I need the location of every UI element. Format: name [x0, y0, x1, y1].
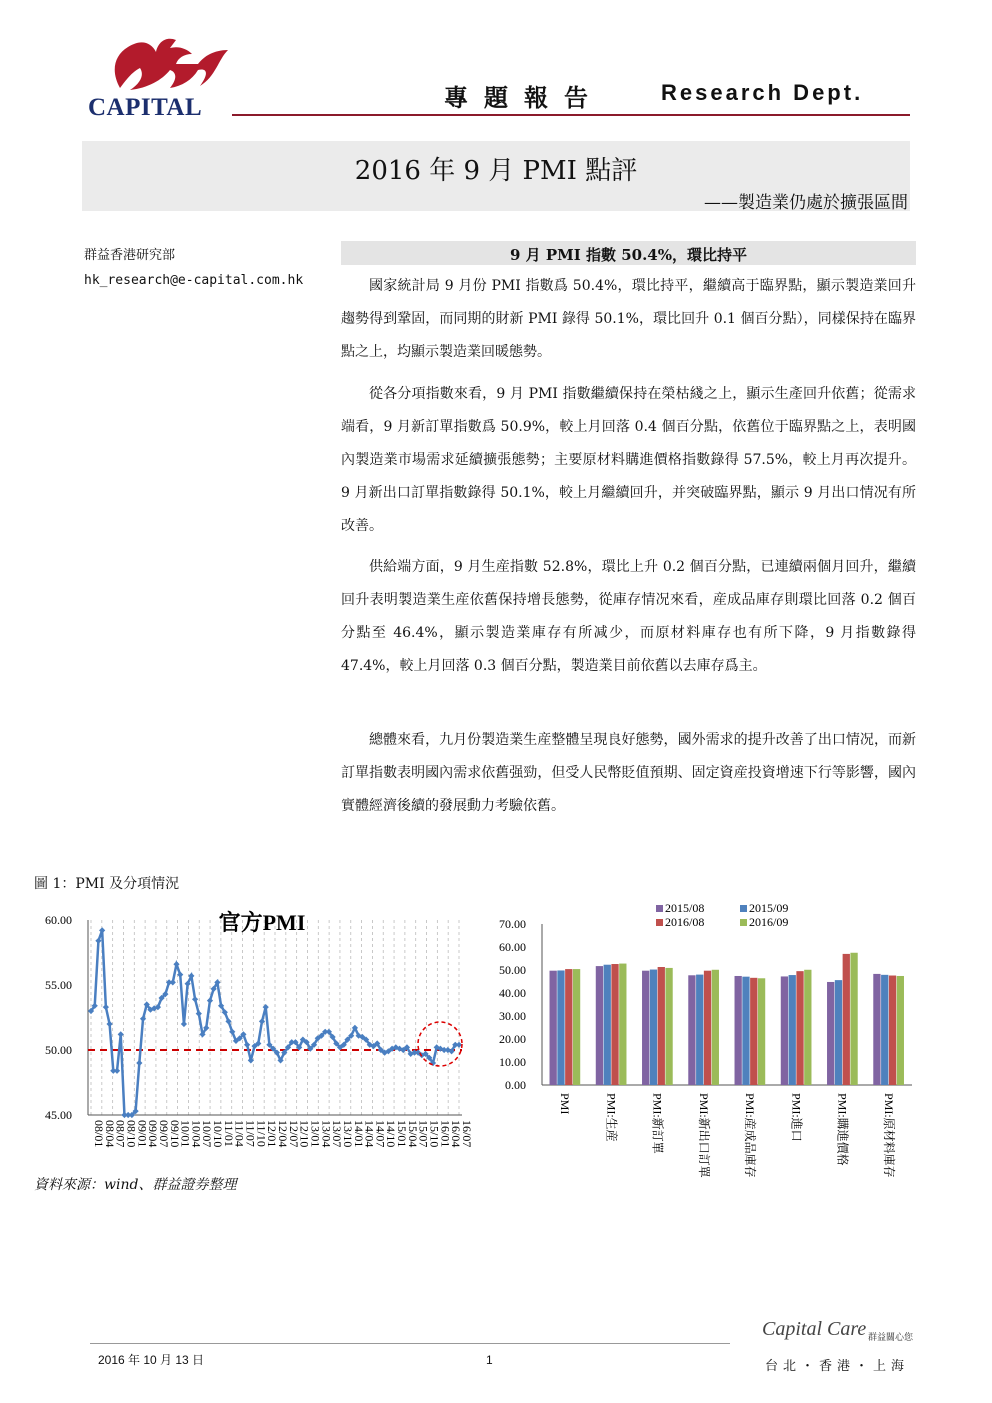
category-label: PMI:原材料庫存 — [881, 1093, 896, 1178]
page-number: 1 — [486, 1353, 493, 1367]
x-tick-label: 13/07 — [330, 1120, 345, 1148]
x-tick-label: 16/01 — [438, 1120, 453, 1148]
footer-date: 2016 年 10 月 13 日 — [98, 1353, 205, 1367]
y-tick-label: 60.00 — [45, 913, 72, 927]
x-tick-label: 12/07 — [286, 1120, 301, 1148]
y-tick-label: 50.00 — [45, 1043, 72, 1057]
bar — [850, 953, 857, 1085]
x-tick-label: 14/01 — [351, 1120, 366, 1148]
pmi-point — [118, 1031, 124, 1037]
x-tick-label: 09/10 — [167, 1120, 182, 1148]
x-tick-label: 09/04 — [146, 1120, 161, 1148]
bar — [611, 964, 618, 1085]
bar — [835, 980, 842, 1085]
bar — [642, 971, 649, 1085]
pmi-point — [173, 961, 179, 967]
x-tick-label: 10/04 — [189, 1120, 204, 1148]
report-title: 2016 年 9 月 PMI 點評 — [354, 156, 638, 186]
x-tick-label: 11/07 — [243, 1120, 258, 1147]
x-tick-label: 12/01 — [265, 1120, 280, 1148]
bar — [843, 954, 850, 1085]
bar — [750, 978, 757, 1085]
brand-slogan: 群益關心您 — [868, 1333, 914, 1343]
category-label: PMI:新訂單 — [650, 1093, 665, 1154]
paragraph-3: 供給端方面，9 月生産指數 52.8%，環比上升 0.2 個百分點，已連續兩個月回升，繼續回升表明製造業生産依舊保持增長態勢，從庫存情况來看，産成品庫存則環比回落 0.2 個百分點至 46.4%，顯示製造業庫存有所减少，而原材料庫存也有所下降，9 月指數錄得 47.4%，較上月回落 0.3 個百分點，製造業目前依舊以去庫存爲主。 — [341, 559, 916, 674]
x-tick-label: 10/01 — [178, 1120, 193, 1148]
capital-logo-icon — [100, 30, 234, 96]
category-label: PMI:進口 — [789, 1093, 804, 1142]
pmi-point — [181, 1021, 187, 1027]
section-title: 9 月 PMI 指數 50.4%，環比持平 — [509, 246, 747, 264]
dept-title-en: Research Dept. — [661, 80, 864, 105]
bar — [619, 964, 626, 1085]
pmi-point — [95, 938, 101, 944]
x-tick-label: 15/04 — [405, 1120, 420, 1148]
x-tick-label: 13/10 — [340, 1120, 355, 1148]
x-tick-label: 13/04 — [319, 1120, 334, 1148]
x-tick-label: 15/10 — [427, 1120, 442, 1148]
pmi-point — [177, 971, 183, 977]
pmi-point — [192, 996, 198, 1002]
pmi-point — [244, 1042, 250, 1048]
legend-label: 2016/08 — [665, 915, 705, 929]
logo-text: CAPITAL — [88, 94, 203, 121]
dept-title-cn: 專題報告 — [444, 84, 604, 112]
figure-caption: 圖 1：PMI 及分項情況 — [34, 876, 180, 892]
x-tick-label: 14/10 — [384, 1120, 399, 1148]
x-tick-label: 11/01 — [221, 1120, 236, 1147]
bar — [796, 971, 803, 1085]
legend-swatch — [740, 919, 747, 926]
y-tick-label: 0.00 — [505, 1078, 526, 1092]
x-tick-label: 08/01 — [92, 1120, 106, 1148]
author-email[interactable]: hk_research@e-capital.com.hk — [84, 273, 304, 288]
bar — [781, 976, 788, 1085]
y-tick-label: 30.00 — [499, 1009, 526, 1023]
legend-label: 2015/08 — [665, 901, 705, 915]
brand-logo: Capital Care — [762, 1318, 867, 1340]
category-label: PMI:購進價格 — [835, 1093, 850, 1166]
x-tick-label: 12/10 — [297, 1120, 312, 1148]
y-tick-label: 50.00 — [499, 963, 526, 977]
bar — [889, 976, 896, 1085]
legend-swatch — [740, 905, 747, 912]
x-tick-label: 08/07 — [113, 1120, 128, 1148]
pmi-point — [263, 1004, 269, 1010]
y-tick-label: 45.00 — [45, 1108, 72, 1122]
legend-swatch — [656, 905, 663, 912]
category-label: PMI:生産 — [604, 1093, 619, 1142]
x-tick-label: 10/07 — [200, 1120, 215, 1148]
pmi-point — [170, 979, 176, 985]
x-tick-label: 16/07 — [460, 1120, 474, 1148]
bar — [550, 971, 557, 1085]
x-tick-label: 15/07 — [416, 1120, 431, 1148]
x-tick-label: 13/01 — [308, 1120, 323, 1148]
chart-title: 官方PMI — [218, 910, 306, 935]
bar — [604, 965, 611, 1085]
pmi-point — [207, 997, 213, 1003]
bar — [665, 968, 672, 1085]
bar — [804, 970, 811, 1085]
bar — [596, 966, 603, 1085]
y-tick-label: 60.00 — [499, 940, 526, 954]
x-tick-label: 09/01 — [135, 1120, 150, 1148]
bar — [758, 978, 765, 1085]
pmi-line-chart — [30, 900, 474, 1170]
x-tick-label: 14/04 — [362, 1120, 377, 1148]
bar — [827, 982, 834, 1085]
y-tick-label: 10.00 — [499, 1055, 526, 1069]
bar — [873, 974, 880, 1085]
x-tick-label: 14/07 — [373, 1120, 388, 1148]
pmi-point — [106, 1021, 112, 1027]
paragraph-1: 國家統計局 9 月份 PMI 指數爲 50.4%，環比持平，繼續高于臨界點，顯示製造業回升趨勢得到鞏固，而同期的財新 PMI 錄得 50.1%，環比回升 0.1 個百分點），同樣保持在臨界點之上，均顯示製造業回暖態勢。 — [341, 278, 916, 360]
category-label: PMI:産成品庫存 — [743, 1093, 758, 1178]
bar — [712, 970, 719, 1085]
y-tick-label: 70.00 — [499, 917, 526, 931]
bar — [696, 975, 703, 1085]
bar — [704, 971, 711, 1085]
footer-cities: 台北・香港・上海 — [765, 1359, 910, 1374]
pmi-point — [99, 927, 105, 933]
bar — [742, 977, 749, 1085]
bar — [573, 969, 580, 1085]
paragraph-2: 從各分項指數來看，9 月 PMI 指數繼續保持在榮枯綫之上，顯示生產回升依舊；從需求端看，9 月新訂單指數爲 50.9%，較上月回落 0.4 個百分點，依舊位于臨界點之上，表明國內製造業市場需求延續擴張態勢；主要原材料購進價格指數錄得 57.5%，較上月再次提升。9 月新出口訂單指數錄得 50.1%，較上月繼續回升，并突破臨界點，顯示 9 月出口情况有所改善。 — [341, 386, 916, 534]
y-tick-label: 55.00 — [45, 978, 72, 992]
x-tick-label: 08/10 — [124, 1120, 139, 1148]
pmi-point — [114, 1068, 120, 1074]
x-tick-label: 11/04 — [232, 1120, 247, 1147]
x-tick-label: 10/10 — [211, 1120, 226, 1148]
category-label: PMI:新出口訂單 — [696, 1093, 711, 1178]
bar — [565, 969, 572, 1085]
bar — [897, 976, 904, 1085]
category-label: PMI — [558, 1093, 573, 1115]
x-tick-label: 16/04 — [449, 1120, 464, 1148]
legend-label: 2016/09 — [749, 915, 789, 929]
source-note: 資料來源：wind、群益證券整理 — [34, 1177, 237, 1193]
bar — [688, 975, 695, 1085]
bar — [735, 976, 742, 1085]
y-tick-label: 40.00 — [499, 986, 526, 1000]
author-dept: 群益香港研究部 — [84, 248, 176, 263]
x-tick-label: 09/07 — [156, 1120, 171, 1148]
x-tick-label: 08/04 — [102, 1120, 117, 1148]
pmi-point — [136, 1060, 142, 1066]
footer-rule — [90, 1343, 730, 1344]
header-rule — [232, 114, 910, 116]
legend-label: 2015/09 — [749, 901, 789, 915]
x-tick-label: 11/10 — [254, 1120, 269, 1147]
pmi-point — [103, 1004, 109, 1010]
x-tick-label: 15/01 — [395, 1120, 410, 1148]
bar — [650, 970, 657, 1085]
y-tick-label: 20.00 — [499, 1032, 526, 1046]
report-subtitle: ——製造業仍處於擴張區間 — [704, 193, 908, 213]
bar — [557, 970, 564, 1085]
paragraph-4: 總體來看，九月份製造業生産整體呈現良好態勢，國外需求的提升改善了出口情况，而新訂單指數表明國內需求依舊强勁，但受人民幣貶值預期、固定資産投資增速下行等影響，國內實體經濟後續的發展動力考驗依舊。 — [341, 732, 916, 814]
bar — [881, 975, 888, 1085]
x-tick-label: 12/04 — [276, 1120, 290, 1148]
pmi-bar-chart — [484, 900, 924, 1178]
bar — [658, 967, 665, 1085]
legend-swatch — [656, 919, 663, 926]
pmi-point — [196, 1010, 202, 1016]
bar — [789, 975, 796, 1085]
